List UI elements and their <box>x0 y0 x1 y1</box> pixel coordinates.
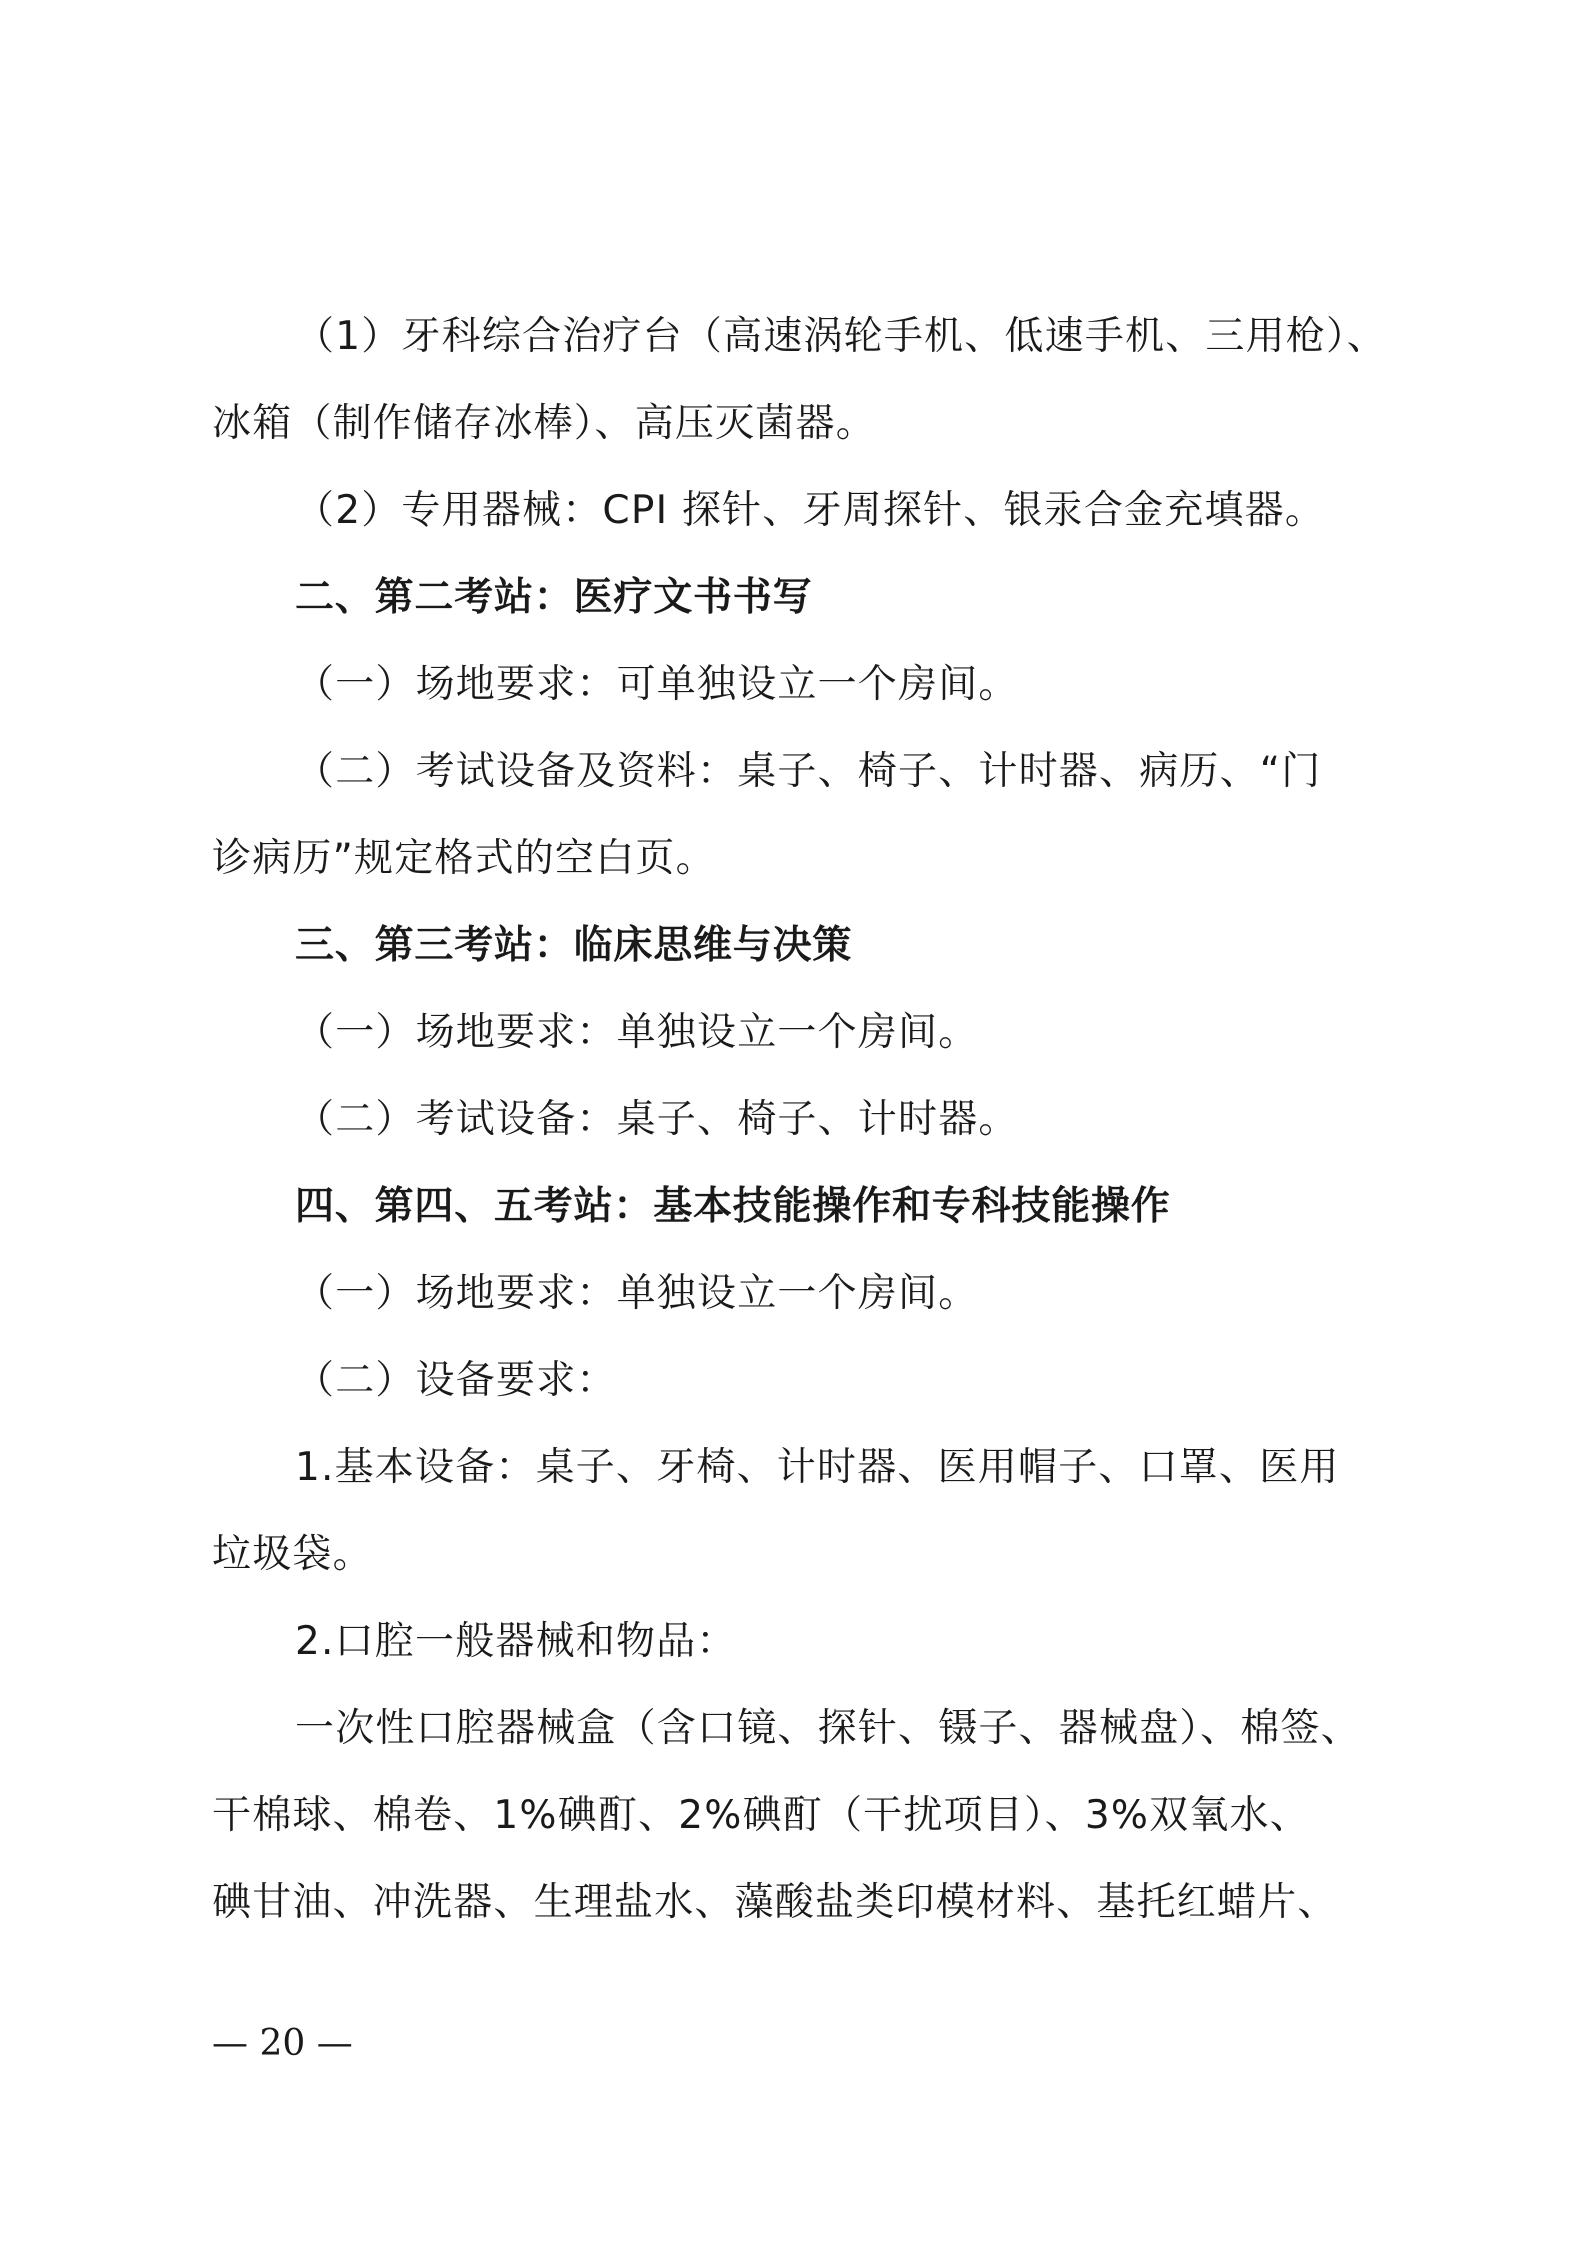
paragraph-equipment-1-line-2: 冰箱（制作储存冰棒）、高压灭菌器。 <box>212 401 876 446</box>
paragraph-station-2-venue: （一）场地要求：可单独设立一个房间。 <box>295 662 1019 707</box>
paragraph-basic-equipment-line-2: 垃圾袋。 <box>212 1532 373 1577</box>
paragraph-equipment-2: （2）专用器械：CPI 探针、牙周探针、银汞合金充填器。 <box>295 488 1326 533</box>
paragraph-basic-equipment-line-1: 1.基本设备：桌子、牙椅、计时器、医用帽子、口罩、医用 <box>295 1445 1340 1490</box>
paragraph-oral-instruments-line-2: 干棉球、棉卷、1%碘酊、2%碘酊（干扰项目）、3%双氧水、 <box>212 1793 1310 1838</box>
paragraph-equipment-1-line-1: （1）牙科综合治疗台（高速涡轮手机、低速手机、三用枪）、 <box>295 314 1387 359</box>
paragraph-station-4-5-venue: （一）场地要求：单独设立一个房间。 <box>295 1271 979 1316</box>
paragraph-station-3-equipment: （二）考试设备：桌子、椅子、计时器。 <box>295 1097 1019 1142</box>
paragraph-station-2-equipment-line-2: 诊病历”规定格式的空白页。 <box>212 836 716 881</box>
section-heading-station-2: 二、第二考站：医疗文书书写 <box>295 575 813 620</box>
paragraph-station-2-equipment-line-1: （二）考试设备及资料：桌子、椅子、计时器、病历、“门 <box>295 749 1322 794</box>
paragraph-oral-instruments-line-1: 一次性口腔器械盒（含口镜、探针、镊子、器械盘）、棉签、 <box>295 1706 1361 1751</box>
paragraph-station-4-5-equipment: （二）设备要求： <box>295 1358 617 1403</box>
section-heading-station-4-5: 四、第四、五考站：基本技能操作和专科技能操作 <box>295 1184 1171 1229</box>
paragraph-station-3-venue: （一）场地要求：单独设立一个房间。 <box>295 1010 979 1055</box>
page-number: — 20 — <box>212 2023 353 2064</box>
section-heading-station-3: 三、第三考站：临床思维与决策 <box>295 923 853 968</box>
paragraph-oral-instruments-line-3: 碘甘油、冲洗器、生理盐水、藻酸盐类印模材料、基托红蜡片、 <box>212 1880 1338 1925</box>
paragraph-oral-instruments-title: 2.口腔一般器械和物品： <box>295 1619 737 1664</box>
